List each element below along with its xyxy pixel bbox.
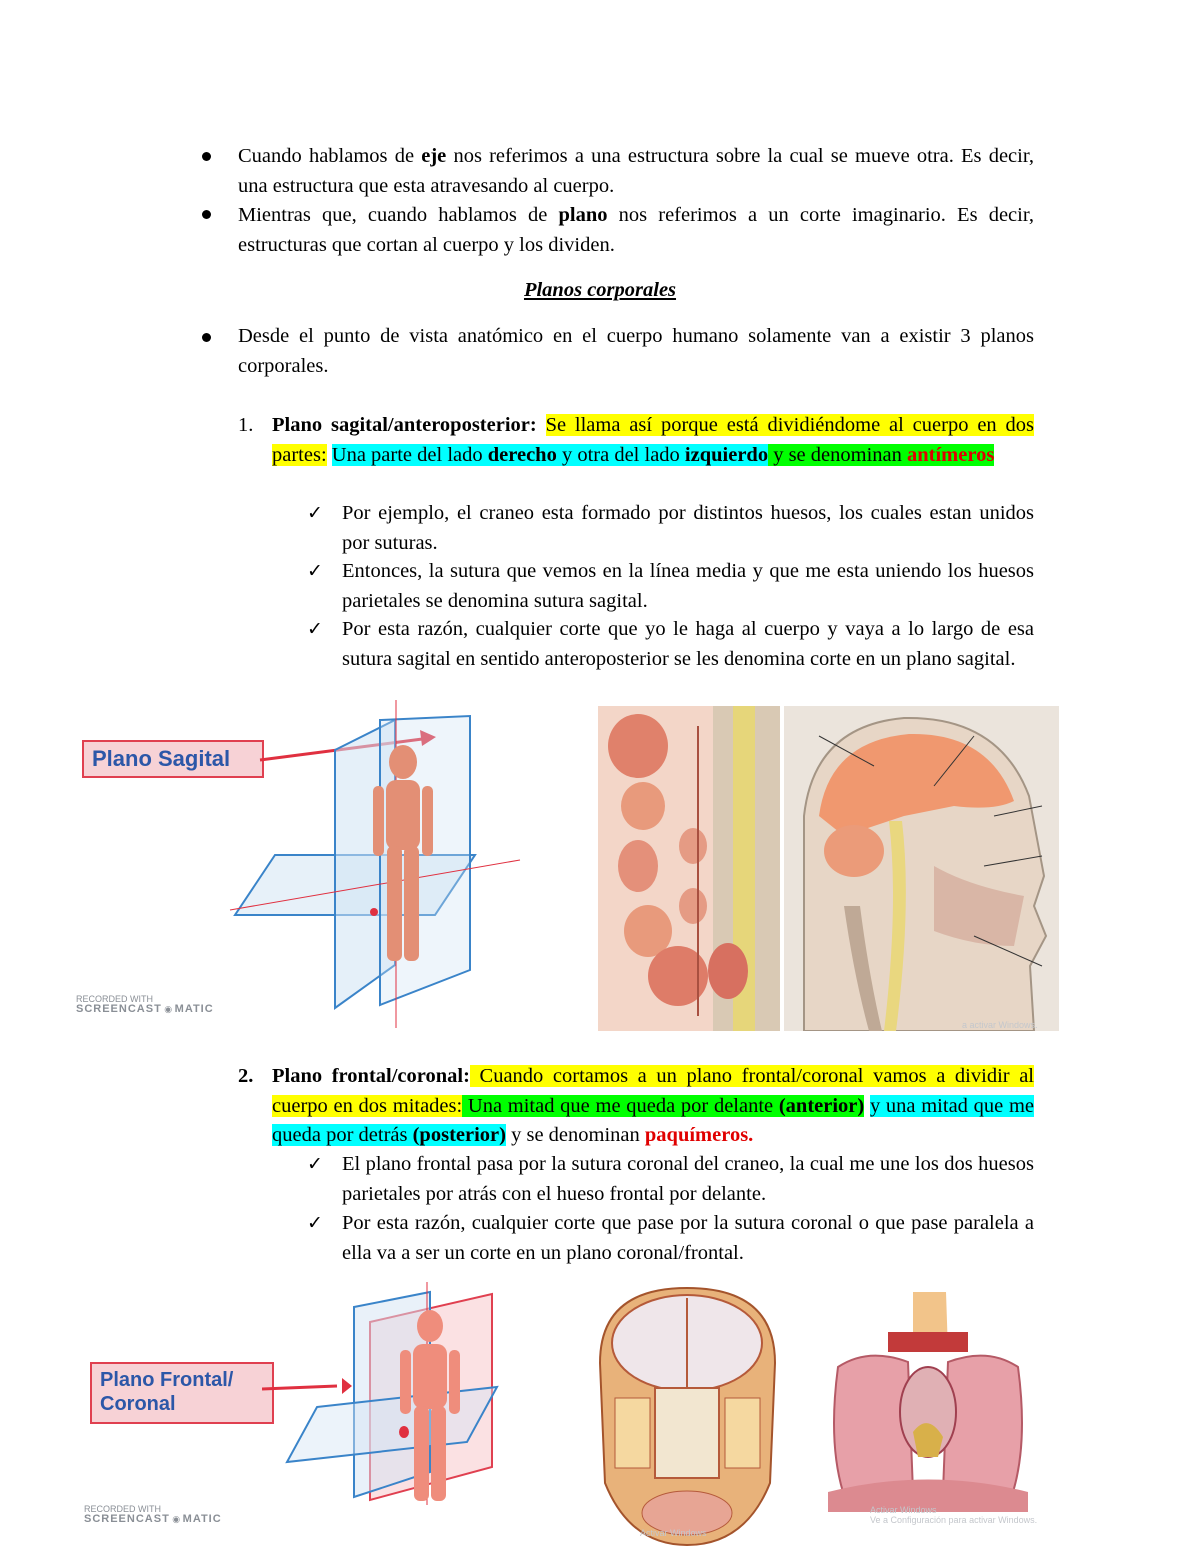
head-coronal-section-image: [585, 1283, 790, 1548]
check-icon: ✓: [307, 560, 323, 582]
check-icon: ✓: [307, 1212, 323, 1234]
activate-windows-notice: Activar Windows Ve a Configuración para activar Windows.: [870, 1505, 1038, 1525]
check-icon: ✓: [307, 502, 323, 524]
activate-windows-notice: a activar Windows.: [962, 1020, 1038, 1030]
activate-windows-notice: Activar Windows: [640, 1528, 707, 1538]
bullet-dot: [202, 333, 211, 342]
check-item: Por ejemplo, el craneo esta formado por distintos huesos, los cuales estan unidos por suturas.: [342, 502, 1034, 554]
check-item: Entonces, la sutura que vemos en la línea media y que me esta uniendo los huesos parietales se denomina sutura sagital.: [342, 560, 1034, 612]
check-item: Por esta razón, cualquier corte que pase por la sutura coronal o que pase paralela a ella va a ser un corte en un plano coronal/frontal.: [342, 1212, 1034, 1264]
check-icon: ✓: [307, 618, 323, 640]
screencast-watermark: RECORDED WITH SCREENCAST ◉ MATIC: [84, 1504, 222, 1525]
list-number-1: 1.: [238, 414, 254, 436]
frontal-plane-figure: [262, 1282, 524, 1507]
callout-plano-sagital: Plano Sagital: [82, 740, 264, 778]
screencast-watermark: RECORDED WITH SCREENCAST ◉ MATIC: [76, 994, 214, 1015]
list-number-2: 2.: [238, 1065, 254, 1087]
section-title: Planos corporales: [523, 279, 677, 301]
paragraph-tres-planos: Desde el punto de vista anatómico en el cuerpo humano solamente van a existir 3 planos corporales.: [238, 325, 1034, 377]
check-icon: ✓: [307, 1153, 323, 1175]
paragraph-plano: Mientras que, cuando hablamos de plano nos referimos a un corte imaginario. Es decir, estructuras que cortan al cuerpo y los dividen.: [238, 204, 1034, 256]
paragraph-eje: Cuando hablamos de eje nos referimos a una estructura sobre la cual se mueve otra. Es decir, una estructura que esta atravesando al cuerpo.: [238, 145, 1034, 197]
bullet-dot: [202, 152, 211, 161]
item-frontal-text: Plano frontal/coronal: Cuando cortamos a un plano frontal/coronal vamos a dividir al cuerpo en dos mitades: Una mitad que me queda por delante (anterior) y una mitad que me queda por detrás (posterior) y se denominan paquímeros.: [272, 1065, 1035, 1146]
abdominal-sagittal-section-image: [598, 706, 780, 1031]
item-sagital-text: Plano sagital/anteroposterior: Se llama así porque está dividiéndome al cuerpo en dos partes: Una parte del lado derecho y otra del lado izquierdo y se denominan antímeros: [272, 414, 1035, 466]
thorax-coronal-section-image: [828, 1292, 1028, 1517]
callout-plano-frontal: Plano Frontal/ Coronal: [90, 1362, 274, 1424]
sagittal-plane-figure: [80, 700, 530, 1030]
bullet-dot: [202, 210, 211, 219]
check-item: El plano frontal pasa por la sutura coronal del craneo, la cual me une los dos huesos parietales por atrás con el hueso frontal por delante.: [342, 1153, 1034, 1205]
head-sagittal-section-image: [784, 706, 1059, 1031]
check-item: Por esta razón, cualquier corte que yo le haga al cuerpo y vaya a lo largo de esa sutura sagital en sentido anteroposterior se les denomina corte en un plano sagital.: [342, 618, 1034, 670]
